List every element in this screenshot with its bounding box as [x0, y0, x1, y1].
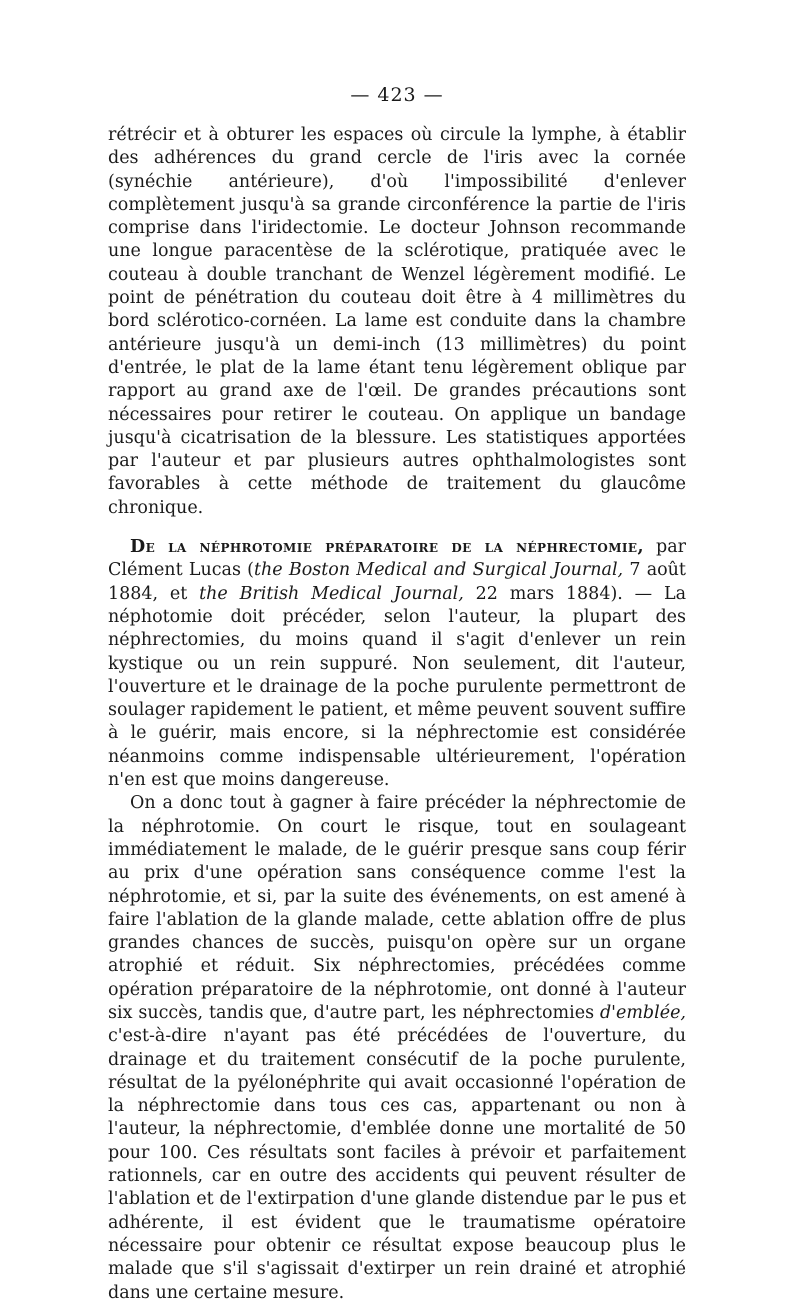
paragraph-glaucoma-treatment: rétrécir et à obturer les espaces où circule la lymphe, à établir des adhérences du grand cercle de l'iris avec la cornée (synéchie antérieure), d'où l'impossibilité d'enlever complètement jusqu'à sa grande circonférence la partie de l'iris comprise dans l'iridectomie. Le docteur Johnson recommande une longue paracentèse de la sclérotique, pratiquée avec le couteau à double tranchant de Wenzel légèrement modifié. Le point de pénétration du couteau doit être à 4 millimètres du bord sclérotico-cornéen. La lame est conduite dans la chambre antérieure jusqu'à un demi-inch (13 millimètres) du point d'entrée, le plat de la lame étant tenu légèrement oblique par rapport au grand axe de l'œil. De grandes précautions sont nécessaires pour retirer le couteau. On applique un bandage jusqu'à cicatrisation de la blessure. Les statistiques apportées par l'auteur et par plusieurs autres ophthalmologistes sont favorables à cette méthode de traitement du glaucôme chronique. [108, 125, 686, 518]
document-page [108, 82, 686, 1305]
emphasis-demblee: d'emblée, [599, 1002, 686, 1023]
section-nephrotomy [108, 536, 686, 792]
section-text-c: 22 mars 1884). — La néphotomie doit précéder, selon l'auteur, la plupart des néphrectomies, du moins quand il s'agit d'enlever un rein kystique ou un rein suppuré. Non seulement, dit l'auteur, l'ouverture et le drainage de la poche purulente permettront de soulager rapidement le patient, et même peuvent souvent suffire à le guérir, mais encore, si la néphrectomie est considérée néanmoins comme indispensable ultérieurement, l'opération n'en est que moins dangereuse. [108, 583, 687, 791]
section-heading: De la néphrotomie préparatoire de la néphrectomie, [130, 537, 644, 558]
section-text-a: par Clément Lucas ( [108, 537, 686, 581]
paragraph-text-a: On a donc tout à gagner à faire précéder la néphrectomie de la néphrotomie. On court le risque, tout en soulageant immédiatement le malade, de le guérir presque sans coup férir au prix d'une opération sans conséquence comme l'est la néphrotomie, et si, par la suite des événements, on est amené à faire l'ablation de la glande malade, cette ablation offre de plus grandes chances de succès, puisqu'on opère sur un organe atrophié et réduit. Six néphrectomies, précédées comme opération préparatoire de la néphrotomie, ont donné à l'auteur six succès, tandis que, d'autre part, les néphrectomies [108, 793, 686, 1023]
paragraph-text-b: c'est-à-dire n'ayant pas été précédées de l'ouverture, du drainage et du traitement consécutif de la poche purulente, résultat de la pyélonéphrite qui avait occasionné l'opération de la néphrectomie dans tous ces cas, appartenant ou non à l'auteur, la néphrectomie, d'emblée donne une mortalité de 50 pour 100. Ces résultats sont faciles à prévoir et parfaitement rationnels, car en outre des accidents qui peuvent résulter de l'ablation et de l'extirpation d'une glande distendue par le pus et adhérente, il est évident que le traumatisme opératoire nécessaire pour obtenir ce résultat expose beaucoup plus le malade que s'il s'agissait d'extirper un rein drainé et atrophié dans une certaine mesure. [108, 1026, 686, 1303]
journal-title-british: the British Medical Journal, [199, 583, 464, 604]
page-number: — 423 — [350, 84, 444, 106]
section-text-b: 7 août 1884, et [108, 560, 686, 604]
paragraph-nephrectomy-results [108, 792, 686, 1305]
journal-title-boston: the Boston Medical and Surgical Journal, [253, 560, 624, 581]
